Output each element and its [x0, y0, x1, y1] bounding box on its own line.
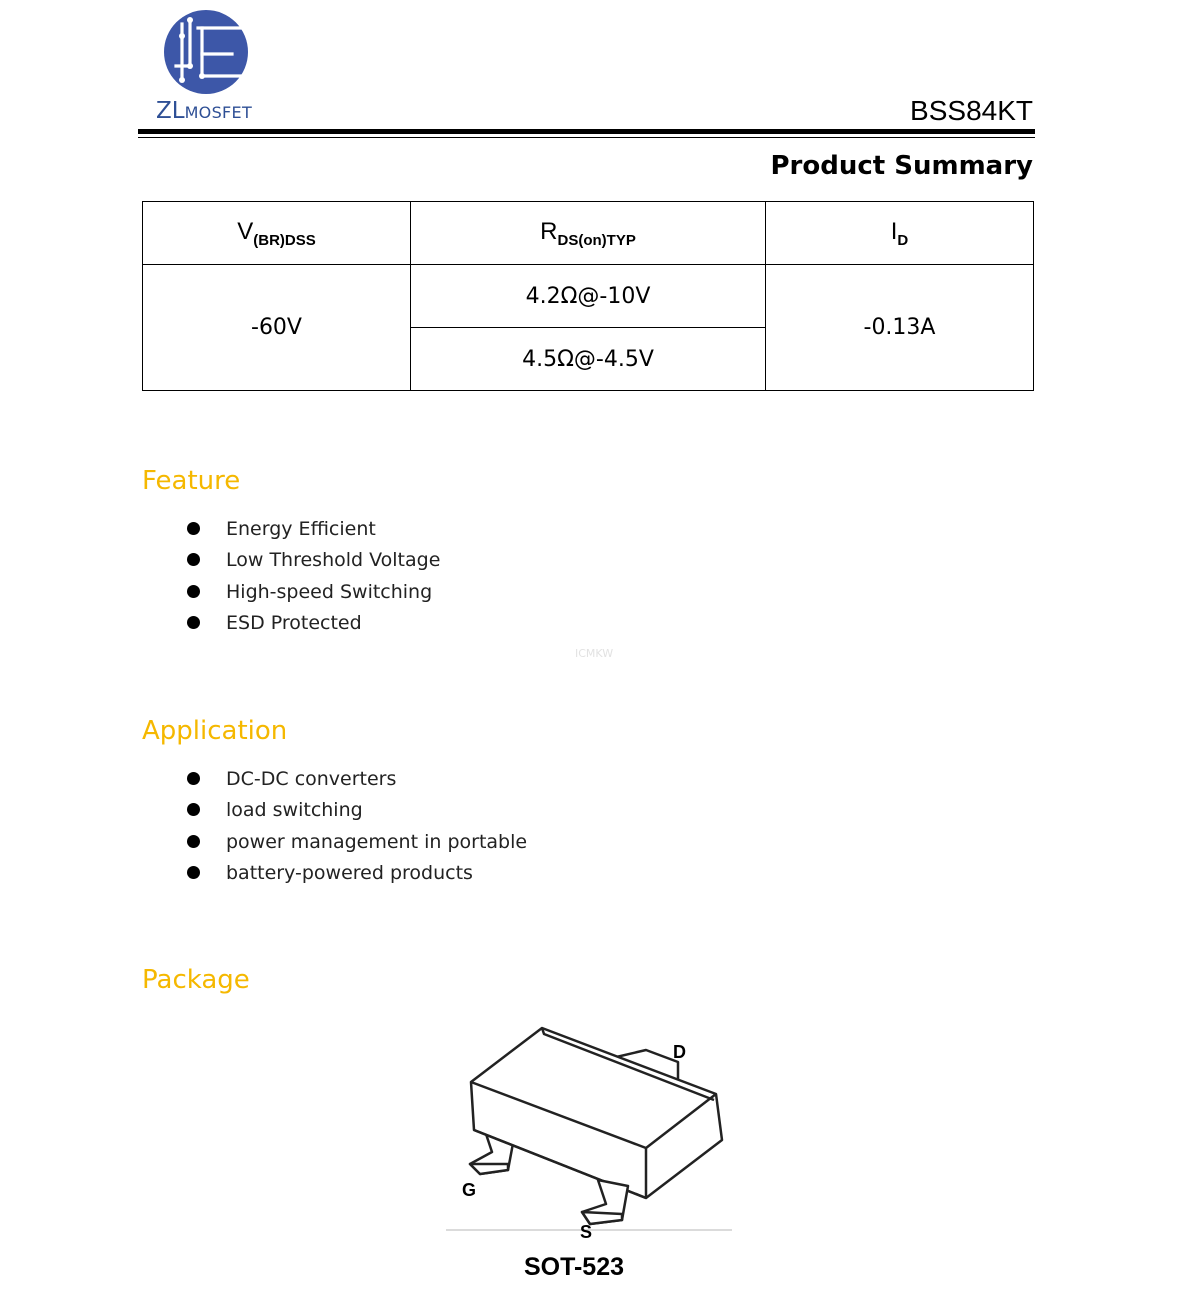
feature-list — [186, 514, 440, 639]
id-value: -0.13A — [766, 265, 1034, 391]
sot523-package-illustration — [446, 1020, 736, 1240]
product-summary-title: Product Summary — [770, 151, 1033, 181]
column-header-vdss: $V_{(BR)DSS}$ — [143, 202, 411, 265]
header-divider-thin — [138, 137, 1035, 138]
list-item: load switching — [186, 795, 527, 826]
list-item: DC-DC converters — [186, 764, 527, 795]
application-list — [186, 764, 527, 889]
product-summary-table — [142, 201, 1034, 391]
watermark: ICMKW — [575, 647, 614, 660]
table-row — [143, 265, 1034, 328]
column-header-rdson: $R_{DS(on)TYP}$ — [411, 202, 766, 265]
vdss-value: -60V — [143, 265, 411, 391]
package-heading: Package — [142, 965, 250, 995]
list-item: Energy Efficient — [186, 514, 440, 545]
pin-label-drain: D — [673, 1042, 686, 1062]
rdson-value-4v5: 4.5Ω@-4.5V — [411, 328, 766, 391]
feature-heading: Feature — [142, 466, 241, 496]
pin-label-source: S — [580, 1222, 593, 1240]
pin-label-gate: G — [462, 1180, 477, 1200]
list-item: battery-powered products — [186, 858, 527, 889]
package-name: SOT-523 — [523, 1253, 625, 1281]
table-header-row — [143, 202, 1034, 265]
part-number: BSS84KT — [910, 95, 1033, 126]
logo-emblem-icon — [162, 10, 254, 94]
list-item: High-speed Switching — [186, 577, 440, 608]
rdson-value-10v: 4.2Ω@-10V — [411, 265, 766, 328]
column-header-id: $I_D$ — [766, 202, 1034, 265]
logo-wordmark: ZLMOSFET — [156, 98, 253, 124]
list-item: ESD Protected — [186, 608, 440, 639]
header-divider-thick — [138, 129, 1035, 134]
list-item: Low Threshold Voltage — [186, 545, 440, 576]
company-logo — [156, 8, 260, 124]
application-heading: Application — [142, 716, 288, 746]
list-item: power management in portable — [186, 827, 527, 858]
